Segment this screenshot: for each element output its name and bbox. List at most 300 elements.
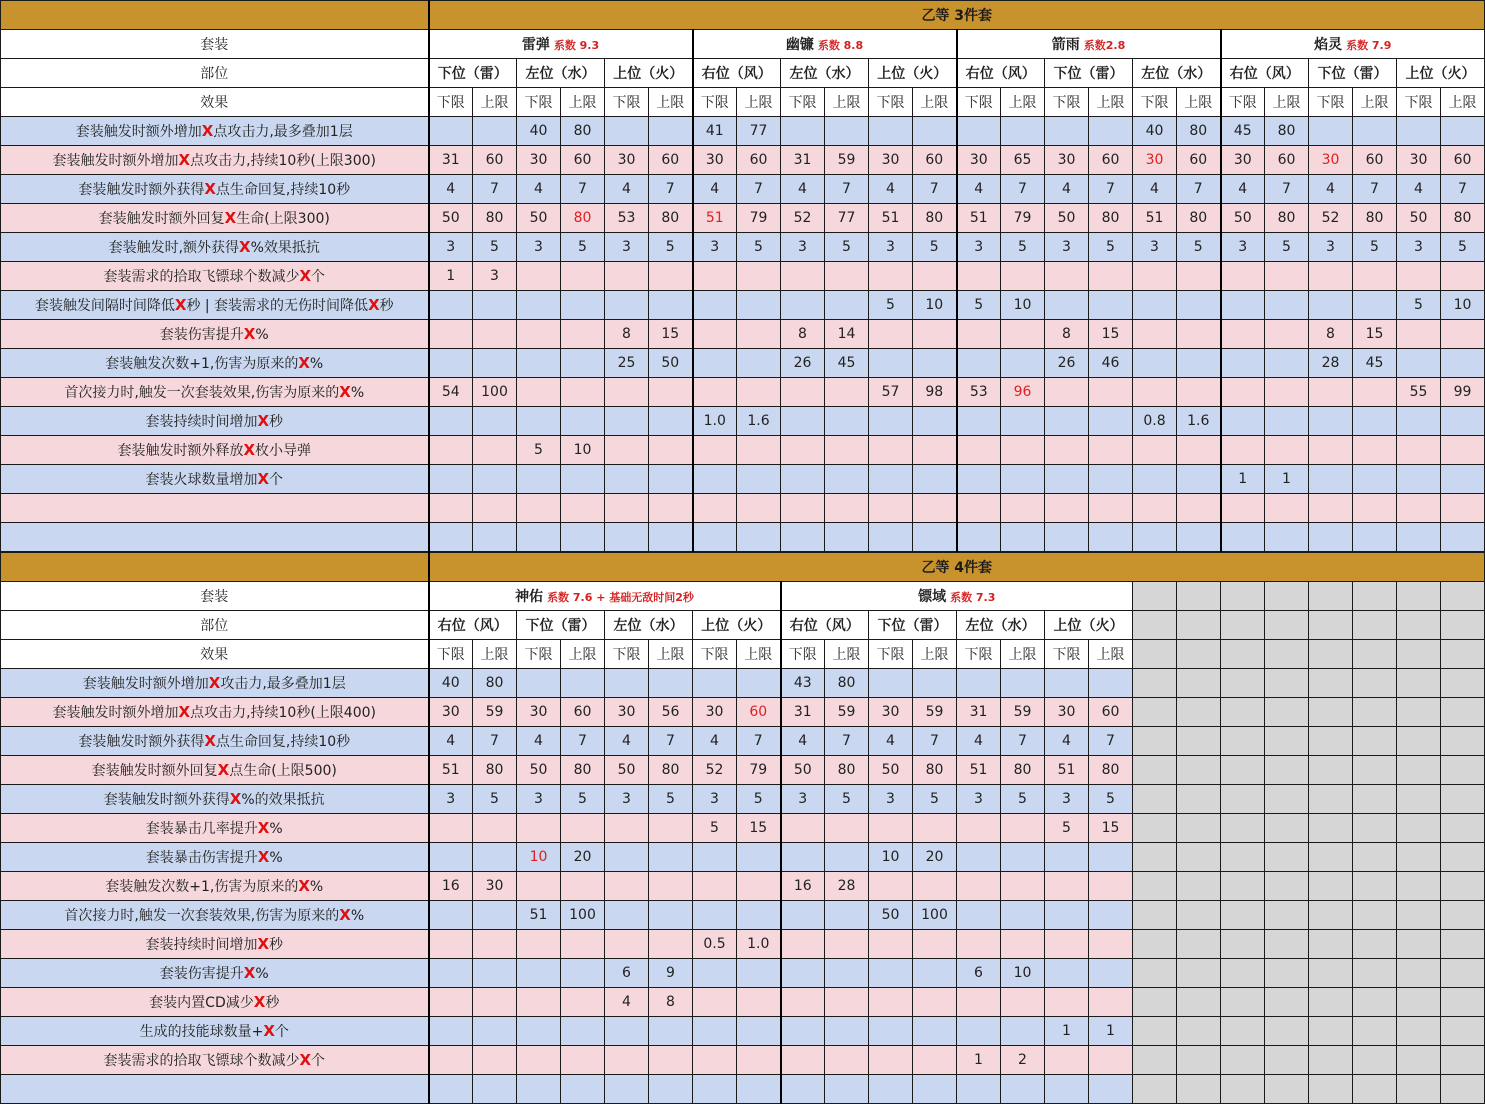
value-cell[interactable] [825, 378, 869, 407]
empty-cell[interactable] [1441, 582, 1485, 611]
value-cell[interactable] [1089, 407, 1133, 436]
value-cell[interactable] [869, 1017, 913, 1046]
empty-cell[interactable] [1397, 582, 1441, 611]
value-cell[interactable]: 60 [649, 146, 693, 175]
value-cell[interactable]: 4 [693, 727, 737, 756]
value-cell[interactable] [1001, 843, 1045, 872]
empty-cell[interactable] [1221, 785, 1265, 814]
value-cell[interactable]: 80 [473, 204, 517, 233]
empty-cell[interactable] [1265, 930, 1309, 959]
value-cell[interactable] [561, 1046, 605, 1075]
value-cell[interactable] [1045, 1046, 1089, 1075]
value-cell[interactable]: 80 [1265, 117, 1309, 146]
value-cell[interactable]: 5 [957, 291, 1001, 320]
value-cell[interactable]: 4 [1133, 175, 1177, 204]
value-cell[interactable] [1045, 843, 1089, 872]
value-cell[interactable] [517, 378, 561, 407]
value-cell[interactable] [649, 378, 693, 407]
value-cell[interactable] [473, 843, 517, 872]
value-cell[interactable]: 80 [825, 756, 869, 785]
value-cell[interactable]: 5 [1397, 291, 1441, 320]
empty-cell[interactable] [1309, 901, 1353, 930]
value-cell[interactable]: 80 [649, 756, 693, 785]
value-cell[interactable]: 80 [1441, 204, 1485, 233]
empty-cell[interactable] [1353, 756, 1397, 785]
value-cell[interactable]: 60 [473, 146, 517, 175]
value-cell[interactable]: 3 [1045, 233, 1089, 262]
value-cell[interactable] [517, 349, 561, 378]
empty-cell[interactable] [1397, 1075, 1441, 1104]
value-cell[interactable] [1353, 523, 1397, 552]
value-cell[interactable] [781, 959, 825, 988]
value-cell[interactable]: 80 [1001, 756, 1045, 785]
value-cell[interactable]: 50 [869, 901, 913, 930]
value-cell[interactable] [869, 1075, 913, 1104]
value-cell[interactable]: 7 [473, 175, 517, 204]
value-cell[interactable]: 30 [517, 146, 561, 175]
value-cell[interactable] [869, 959, 913, 988]
value-cell[interactable]: 5 [1441, 233, 1485, 262]
value-cell[interactable] [1133, 378, 1177, 407]
empty-cell[interactable] [1353, 872, 1397, 901]
value-cell[interactable] [1221, 523, 1265, 552]
value-cell[interactable]: 3 [517, 785, 561, 814]
empty-cell[interactable] [1265, 988, 1309, 1017]
value-cell[interactable]: 3 [957, 233, 1001, 262]
value-cell[interactable] [781, 1075, 825, 1104]
value-cell[interactable]: 4 [429, 175, 473, 204]
value-cell[interactable]: 60 [1177, 146, 1221, 175]
value-cell[interactable] [1001, 523, 1045, 552]
value-cell[interactable]: 52 [693, 756, 737, 785]
value-cell[interactable] [605, 523, 649, 552]
value-cell[interactable] [869, 930, 913, 959]
value-cell[interactable] [1133, 320, 1177, 349]
value-cell[interactable] [1177, 436, 1221, 465]
empty-cell[interactable] [1221, 1017, 1265, 1046]
value-cell[interactable]: 30 [869, 698, 913, 727]
value-cell[interactable]: 28 [1309, 349, 1353, 378]
value-cell[interactable] [1089, 843, 1133, 872]
value-cell[interactable] [1045, 901, 1089, 930]
empty-cell[interactable] [1397, 814, 1441, 843]
value-cell[interactable] [1265, 262, 1309, 291]
value-cell[interactable] [693, 843, 737, 872]
empty-cell[interactable] [1441, 785, 1485, 814]
empty-cell[interactable] [1309, 959, 1353, 988]
value-cell[interactable]: 4 [605, 727, 649, 756]
value-cell[interactable]: 45 [1353, 349, 1397, 378]
value-cell[interactable] [781, 291, 825, 320]
value-cell[interactable] [649, 523, 693, 552]
value-cell[interactable] [429, 291, 473, 320]
value-cell[interactable]: 80 [1177, 204, 1221, 233]
empty-cell[interactable] [1397, 1017, 1441, 1046]
value-cell[interactable]: 5 [913, 785, 957, 814]
empty-cell[interactable] [1353, 1046, 1397, 1075]
value-cell[interactable]: 80 [913, 204, 957, 233]
value-cell[interactable]: 5 [1001, 785, 1045, 814]
empty-cell[interactable] [1309, 698, 1353, 727]
value-cell[interactable] [913, 1017, 957, 1046]
value-cell[interactable] [913, 959, 957, 988]
empty-cell[interactable] [1441, 640, 1485, 669]
value-cell[interactable] [1089, 262, 1133, 291]
value-cell[interactable]: 60 [913, 146, 957, 175]
value-cell[interactable] [1309, 436, 1353, 465]
value-cell[interactable] [825, 1017, 869, 1046]
value-cell[interactable] [693, 669, 737, 698]
value-cell[interactable] [869, 872, 913, 901]
value-cell[interactable]: 7 [1089, 727, 1133, 756]
value-cell[interactable] [1089, 988, 1133, 1017]
value-cell[interactable] [1441, 465, 1485, 494]
value-cell[interactable]: 59 [473, 698, 517, 727]
value-cell[interactable]: 4 [781, 175, 825, 204]
value-cell[interactable]: 60 [1353, 146, 1397, 175]
value-cell[interactable] [649, 436, 693, 465]
value-cell[interactable] [1045, 930, 1089, 959]
value-cell[interactable] [429, 436, 473, 465]
value-cell[interactable]: 31 [957, 698, 1001, 727]
value-cell[interactable] [737, 959, 781, 988]
value-cell[interactable]: 41 [693, 117, 737, 146]
value-cell[interactable] [517, 494, 561, 523]
value-cell[interactable]: 1 [1089, 1017, 1133, 1046]
value-cell[interactable]: 10 [869, 843, 913, 872]
empty-cell[interactable] [1177, 611, 1221, 640]
value-cell[interactable]: 15 [1089, 320, 1133, 349]
value-cell[interactable] [1089, 117, 1133, 146]
value-cell[interactable] [737, 378, 781, 407]
value-cell[interactable]: 56 [649, 698, 693, 727]
empty-cell[interactable] [1353, 640, 1397, 669]
value-cell[interactable] [1309, 146, 1353, 175]
value-cell[interactable]: 9 [649, 959, 693, 988]
empty-cell[interactable] [1265, 814, 1309, 843]
value-cell[interactable] [429, 901, 473, 930]
empty-cell[interactable] [1177, 1075, 1221, 1104]
value-cell[interactable]: 5 [1045, 814, 1089, 843]
value-cell[interactable]: 10 [1001, 291, 1045, 320]
empty-cell[interactable] [1353, 930, 1397, 959]
value-cell[interactable] [1265, 349, 1309, 378]
value-cell[interactable] [473, 1046, 517, 1075]
value-cell[interactable] [1177, 494, 1221, 523]
value-cell[interactable] [1265, 436, 1309, 465]
value-cell[interactable] [693, 349, 737, 378]
empty-cell[interactable] [1177, 988, 1221, 1017]
value-cell[interactable] [429, 814, 473, 843]
value-cell[interactable] [693, 378, 737, 407]
empty-cell[interactable] [1265, 1046, 1309, 1075]
value-cell[interactable]: 7 [913, 175, 957, 204]
empty-cell[interactable] [1309, 930, 1353, 959]
value-cell[interactable] [1001, 465, 1045, 494]
value-cell[interactable] [869, 523, 913, 552]
value-cell[interactable] [1353, 378, 1397, 407]
value-cell[interactable] [957, 407, 1001, 436]
value-cell[interactable] [737, 320, 781, 349]
value-cell[interactable]: 8 [1309, 320, 1353, 349]
value-cell[interactable]: 7 [913, 727, 957, 756]
value-cell[interactable] [517, 407, 561, 436]
empty-cell[interactable] [1441, 611, 1485, 640]
value-cell[interactable] [913, 930, 957, 959]
empty-cell[interactable] [1221, 988, 1265, 1017]
value-cell[interactable] [473, 1075, 517, 1104]
value-cell[interactable] [693, 901, 737, 930]
empty-cell[interactable] [1309, 1017, 1353, 1046]
value-cell[interactable]: 15 [1089, 814, 1133, 843]
value-cell[interactable] [517, 843, 561, 872]
value-cell[interactable] [1177, 349, 1221, 378]
value-cell[interactable]: 5 [649, 233, 693, 262]
value-cell[interactable] [1001, 378, 1045, 407]
value-cell[interactable]: 80 [1265, 204, 1309, 233]
value-cell[interactable] [561, 814, 605, 843]
value-cell[interactable]: 5 [1265, 233, 1309, 262]
value-cell[interactable]: 4 [957, 175, 1001, 204]
value-cell[interactable] [913, 262, 957, 291]
value-cell[interactable] [1045, 494, 1089, 523]
value-cell[interactable] [561, 930, 605, 959]
value-cell[interactable]: 5 [737, 233, 781, 262]
empty-cell[interactable] [1177, 1017, 1221, 1046]
value-cell[interactable]: 3 [429, 233, 473, 262]
empty-cell[interactable] [1353, 1017, 1397, 1046]
value-cell[interactable] [517, 1017, 561, 1046]
value-cell[interactable] [825, 1075, 869, 1104]
value-cell[interactable]: 3 [605, 785, 649, 814]
value-cell[interactable]: 15 [737, 814, 781, 843]
value-cell[interactable] [957, 669, 1001, 698]
empty-cell[interactable] [1221, 872, 1265, 901]
value-cell[interactable] [429, 407, 473, 436]
value-cell[interactable] [605, 291, 649, 320]
value-cell[interactable] [429, 959, 473, 988]
value-cell[interactable]: 59 [825, 146, 869, 175]
value-cell[interactable] [1441, 523, 1485, 552]
value-cell[interactable]: 1 [957, 1046, 1001, 1075]
value-cell[interactable]: 4 [869, 727, 913, 756]
value-cell[interactable]: 4 [1397, 175, 1441, 204]
empty-cell[interactable] [1133, 901, 1177, 930]
value-cell[interactable] [957, 117, 1001, 146]
value-cell[interactable] [1221, 349, 1265, 378]
value-cell[interactable] [693, 1046, 737, 1075]
value-cell[interactable]: 80 [561, 117, 605, 146]
value-cell[interactable] [429, 988, 473, 1017]
empty-cell[interactable] [1221, 669, 1265, 698]
empty-cell[interactable] [1441, 843, 1485, 872]
value-cell[interactable] [605, 1017, 649, 1046]
value-cell[interactable]: 3 [869, 785, 913, 814]
value-cell[interactable] [693, 262, 737, 291]
value-cell[interactable] [1045, 436, 1089, 465]
value-cell[interactable] [693, 988, 737, 1017]
value-cell[interactable]: 5 [473, 233, 517, 262]
value-cell[interactable]: 30 [869, 146, 913, 175]
value-cell[interactable]: 6 [605, 959, 649, 988]
value-cell[interactable]: 5 [561, 233, 605, 262]
value-cell[interactable] [737, 436, 781, 465]
value-cell[interactable] [957, 436, 1001, 465]
empty-cell[interactable] [1397, 756, 1441, 785]
value-cell[interactable] [649, 1075, 693, 1104]
empty-cell[interactable] [1397, 959, 1441, 988]
empty-cell[interactable] [1309, 582, 1353, 611]
value-cell[interactable] [605, 378, 649, 407]
value-cell[interactable] [1089, 1046, 1133, 1075]
value-cell[interactable] [517, 262, 561, 291]
value-cell[interactable] [1089, 465, 1133, 494]
value-cell[interactable]: 5 [1089, 233, 1133, 262]
value-cell[interactable]: 50 [429, 204, 473, 233]
value-cell[interactable]: 3 [957, 785, 1001, 814]
value-cell[interactable] [605, 669, 649, 698]
empty-cell[interactable] [1133, 756, 1177, 785]
value-cell[interactable]: 80 [913, 756, 957, 785]
value-cell[interactable] [737, 901, 781, 930]
value-cell[interactable] [561, 959, 605, 988]
value-cell[interactable]: 99 [1441, 378, 1485, 407]
value-cell[interactable]: 50 [1397, 204, 1441, 233]
value-cell[interactable] [649, 872, 693, 901]
value-cell[interactable] [561, 407, 605, 436]
value-cell[interactable] [649, 494, 693, 523]
value-cell[interactable]: 50 [781, 756, 825, 785]
empty-cell[interactable] [1265, 785, 1309, 814]
empty-cell[interactable] [1353, 582, 1397, 611]
value-cell[interactable] [517, 1046, 561, 1075]
value-cell[interactable] [825, 117, 869, 146]
empty-cell[interactable] [1265, 872, 1309, 901]
empty-cell[interactable] [1133, 1046, 1177, 1075]
value-cell[interactable] [649, 465, 693, 494]
value-cell[interactable] [1221, 494, 1265, 523]
empty-cell[interactable] [1133, 611, 1177, 640]
value-cell[interactable]: 50 [517, 756, 561, 785]
value-cell[interactable]: 5 [1089, 785, 1133, 814]
value-cell[interactable]: 4 [517, 727, 561, 756]
value-cell[interactable] [1045, 291, 1089, 320]
value-cell[interactable]: 51 [429, 756, 473, 785]
value-cell[interactable] [517, 814, 561, 843]
value-cell[interactable] [473, 901, 517, 930]
value-cell[interactable] [1221, 291, 1265, 320]
empty-cell[interactable] [1353, 988, 1397, 1017]
value-cell[interactable] [429, 1046, 473, 1075]
value-cell[interactable] [869, 669, 913, 698]
empty-cell[interactable] [1133, 930, 1177, 959]
value-cell[interactable]: 20 [561, 843, 605, 872]
value-cell[interactable]: 26 [1045, 349, 1089, 378]
value-cell[interactable] [429, 523, 473, 552]
value-cell[interactable]: 5 [825, 785, 869, 814]
value-cell[interactable]: 3 [473, 262, 517, 291]
value-cell[interactable] [781, 117, 825, 146]
value-cell[interactable]: 77 [825, 204, 869, 233]
empty-cell[interactable] [1177, 872, 1221, 901]
empty-cell[interactable] [1265, 640, 1309, 669]
value-cell[interactable] [561, 349, 605, 378]
value-cell[interactable] [429, 494, 473, 523]
value-cell[interactable] [605, 843, 649, 872]
value-cell[interactable]: 3 [693, 233, 737, 262]
value-cell[interactable] [1089, 930, 1133, 959]
value-cell[interactable] [429, 320, 473, 349]
empty-cell[interactable] [1397, 698, 1441, 727]
value-cell[interactable] [1353, 291, 1397, 320]
value-cell[interactable]: 1.0 [693, 407, 737, 436]
value-cell[interactable] [913, 872, 957, 901]
value-cell[interactable] [693, 436, 737, 465]
value-cell[interactable] [517, 523, 561, 552]
value-cell[interactable] [1133, 436, 1177, 465]
value-cell[interactable] [605, 814, 649, 843]
value-cell[interactable] [1001, 494, 1045, 523]
value-cell[interactable] [825, 262, 869, 291]
value-cell[interactable] [1441, 436, 1485, 465]
value-cell[interactable] [1089, 669, 1133, 698]
value-cell[interactable]: 100 [473, 378, 517, 407]
value-cell[interactable] [913, 407, 957, 436]
value-cell[interactable] [913, 669, 957, 698]
empty-cell[interactable] [1441, 814, 1485, 843]
value-cell[interactable] [913, 814, 957, 843]
value-cell[interactable] [1001, 1017, 1045, 1046]
value-cell[interactable] [1001, 669, 1045, 698]
value-cell[interactable] [869, 436, 913, 465]
empty-cell[interactable] [1441, 1017, 1485, 1046]
value-cell[interactable] [737, 291, 781, 320]
value-cell[interactable]: 77 [737, 117, 781, 146]
value-cell[interactable] [737, 262, 781, 291]
value-cell[interactable]: 1 [1221, 465, 1265, 494]
empty-cell[interactable] [1397, 988, 1441, 1017]
value-cell[interactable] [649, 1046, 693, 1075]
empty-cell[interactable] [1397, 640, 1441, 669]
value-cell[interactable]: 65 [1001, 146, 1045, 175]
value-cell[interactable]: 3 [1133, 233, 1177, 262]
value-cell[interactable]: 30 [957, 146, 1001, 175]
value-cell[interactable]: 30 [693, 146, 737, 175]
value-cell[interactable] [1045, 988, 1089, 1017]
value-cell[interactable] [825, 814, 869, 843]
value-cell[interactable] [1221, 262, 1265, 291]
value-cell[interactable] [1177, 465, 1221, 494]
value-cell[interactable] [825, 523, 869, 552]
value-cell[interactable]: 100 [913, 901, 957, 930]
value-cell[interactable] [913, 349, 957, 378]
value-cell[interactable]: 80 [473, 756, 517, 785]
value-cell[interactable]: 1.6 [737, 407, 781, 436]
value-cell[interactable]: 7 [649, 175, 693, 204]
value-cell[interactable]: 30 [605, 698, 649, 727]
value-cell[interactable]: 51 [517, 901, 561, 930]
value-cell[interactable] [1397, 117, 1441, 146]
value-cell[interactable]: 8 [781, 320, 825, 349]
value-cell[interactable]: 60 [737, 146, 781, 175]
value-cell[interactable]: 50 [517, 204, 561, 233]
value-cell[interactable] [649, 930, 693, 959]
value-cell[interactable] [605, 407, 649, 436]
value-cell[interactable] [649, 901, 693, 930]
value-cell[interactable] [473, 1017, 517, 1046]
value-cell[interactable] [1001, 901, 1045, 930]
value-cell[interactable]: 4 [517, 175, 561, 204]
